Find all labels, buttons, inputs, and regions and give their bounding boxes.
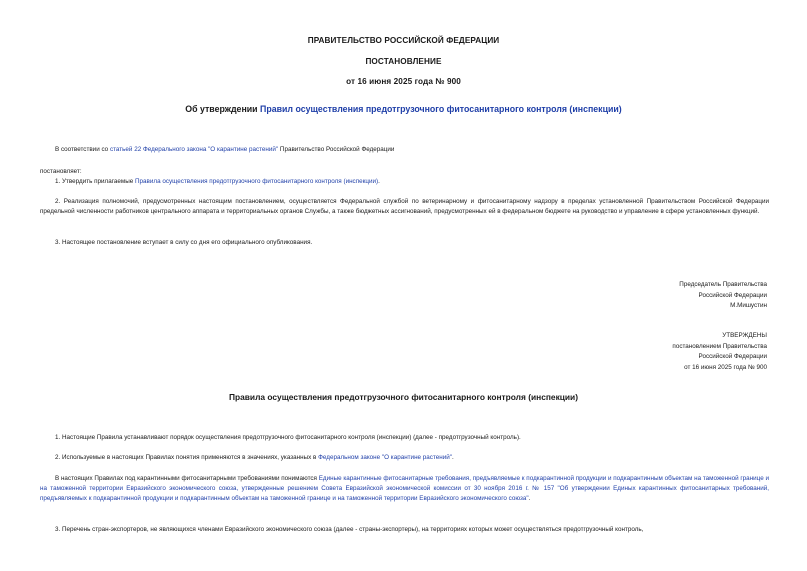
rule-2b-after: . — [528, 495, 531, 502]
rule-2-definition — [40, 474, 769, 504]
signature-country: Российской Федерации — [698, 291, 767, 299]
law-article-link[interactable]: статьей 22 Федерального закона "О карантине растений" — [109, 146, 279, 153]
doc-date-number: от 16 июня 2025 года № 900 — [346, 77, 461, 86]
preamble-before: В соответствии со — [55, 146, 110, 153]
preamble-after: Правительство Российской Федерации — [278, 146, 395, 153]
rules-link[interactable]: Правила осуществления предотгрузочного фитосанитарного контроля (инспекции) — [135, 178, 379, 185]
rule-2 — [55, 453, 769, 463]
approved-label: УТВЕРЖДЕНЫ — [722, 332, 767, 339]
item-3: 3. Настоящее постановление вступает в силу со дня его официального опубликования. — [55, 239, 313, 246]
eaeu-requirements-link[interactable]: Единые карантинные фитосанитарные требования, предъявляемые к подкарантинной продукции и подкарантинным объектам на таможенной границе и на таможенной территории Евразийского экономического союза, утвержденные решением Совета Евразийской экономической комиссии от 30 ноября 2016 г. № 157 "Об утверждении Единых карантинных фитосанитарных требований, предъявляемых к подкарантинной продукции и подкарантинным объектам на таможенной границе и на таможенной территории Евразийского экономического союза" — [40, 475, 769, 502]
rule-2-after: . — [452, 454, 454, 461]
preamble — [55, 145, 769, 155]
item-2: 2. Реализация полномочий, предусмотренных настоящим постановлением, осуществляется Федеральной службой по ветеринарному и фитосанитарному надзору в пределах установленной Правительством Российской Федерации предельной численности работников центрального аппарата и территориальных органов Службы, а также бюджетных ассигнований, предусмотренных ей в федеральном бюджете на руководство и управление в сфере установленных функций. — [40, 198, 769, 215]
item-1-before: 1. Утвердить прилагаемые — [55, 178, 135, 185]
rules-title: Правила осуществления предотгрузочного фитосанитарного контроля (инспекции) — [228, 392, 578, 402]
title-rules-link[interactable]: Правил осуществления предотгрузочного фитосанитарного контроля (инспекции) — [260, 104, 622, 114]
doc-type: ПОСТАНОВЛЕНИЕ — [365, 57, 442, 66]
signature-block — [679, 280, 767, 312]
resolves-text: постановляет: — [40, 168, 82, 175]
approved-block — [672, 331, 767, 373]
approved-date: от 16 июня 2025 года № 900 — [684, 363, 767, 371]
item-1-after: . — [378, 178, 380, 185]
item-1 — [55, 177, 769, 187]
approved-country: Российской Федерации — [698, 353, 767, 360]
document-title — [0, 104, 807, 114]
government-header: ПРАВИТЕЛЬСТВО РОССИЙСКОЙ ФЕДЕРАЦИИ — [307, 36, 500, 45]
signature-position: Председатель Правительства — [679, 281, 767, 288]
rule-2b-before: В настоящих Правилах под карантинными фитосанитарными требованиями понимаются — [55, 475, 319, 482]
federal-law-link[interactable]: Федеральном законе "О карантине растений" — [318, 454, 453, 461]
title-prefix: Об утверждении — [185, 104, 261, 114]
signature-name: М.Мишустин — [730, 302, 767, 309]
rule-2-before: 2. Используемые в настоящих Правилах понятия применяются в значениях, указанных в — [55, 454, 319, 461]
approved-by: постановлением Правительства — [672, 342, 767, 350]
rule-3: 3. Перечень стран-экспортеров, не являющихся членами Евразийского экономического союза (далее - страны-экспортеры), на территориях которых может осуществляться предотгрузочный контроль, — [55, 526, 644, 533]
rule-1: 1. Настоящие Правила устанавливают порядок осуществления предотгрузочного фитосанитарного контроля (инспекции) (далее - предотгрузочный контроль). — [55, 434, 521, 441]
